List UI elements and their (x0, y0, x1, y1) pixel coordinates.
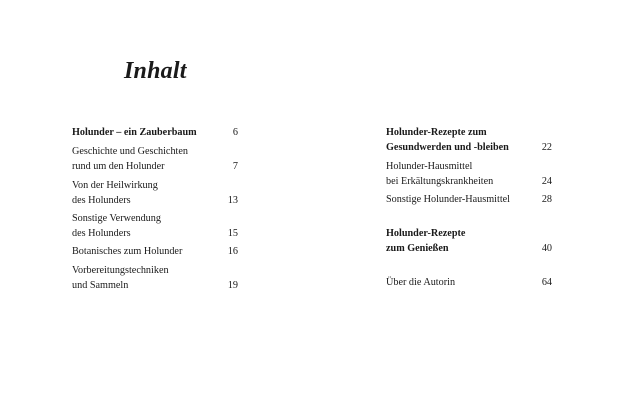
toc-entry-title: des Holunders (72, 228, 131, 239)
toc-entry-title: Gesundwerden und -bleiben (386, 142, 509, 153)
toc-entry-title: zum Genießen (386, 243, 449, 254)
toc-page-number: 19 (227, 280, 238, 291)
toc-entry (386, 192, 552, 207)
toc-entry-title: Von der Heilwirkung (72, 180, 158, 191)
toc-page-number: 6 (232, 127, 238, 138)
toc-entry-title: Über die Autorin (386, 277, 456, 288)
toc-page-number: 40 (541, 243, 552, 254)
toc-entry (72, 211, 238, 241)
toc-entry-title: Sonstige Verwendung (72, 213, 161, 224)
toc-entry (386, 125, 552, 155)
toc-page-number: 15 (227, 228, 238, 239)
toc-entry-title: Holunder-Hausmittel (386, 161, 473, 172)
toc-entry (72, 125, 238, 140)
toc-page-number: 24 (541, 176, 552, 187)
toc-entry-title: Sonstige Holunder-Hausmittel (386, 194, 511, 205)
toc-page-number: 22 (541, 142, 552, 153)
toc-entry (72, 244, 238, 259)
toc-entry (72, 178, 238, 208)
toc-entry-title: Vorbereitungstechniken (72, 265, 169, 276)
toc-page-number: 16 (227, 246, 238, 257)
toc-entry-title: Geschichte und Geschichten (72, 146, 188, 157)
toc-column-left (72, 125, 238, 293)
toc-page-number: 13 (227, 195, 238, 206)
toc-page-number: 64 (541, 277, 552, 288)
toc-page-number: 7 (232, 161, 238, 172)
toc-entry (386, 226, 552, 256)
toc-entry-title: bei Erkältungskrankheiten (386, 176, 494, 187)
toc-entry-title: Holunder – ein Zauberbaum (72, 127, 197, 138)
toc-entry-title: Botanisches zum Holunder (72, 246, 183, 257)
toc-page-number: 28 (541, 194, 552, 205)
toc-entry (386, 159, 552, 189)
page-title: Inhalt (124, 58, 187, 84)
toc-entry (72, 144, 238, 174)
toc-column-right (386, 125, 552, 290)
toc-entry-title: rund um den Holunder (72, 161, 165, 172)
toc-entry (72, 263, 238, 293)
toc-entry-title: des Holunders (72, 195, 131, 206)
toc-entry-title: Holunder-Rezepte (386, 228, 466, 239)
toc-entry (386, 275, 552, 290)
toc-entry-title: und Sammeln (72, 280, 129, 291)
toc-entry-title: Holunder-Rezepte zum (386, 127, 487, 138)
